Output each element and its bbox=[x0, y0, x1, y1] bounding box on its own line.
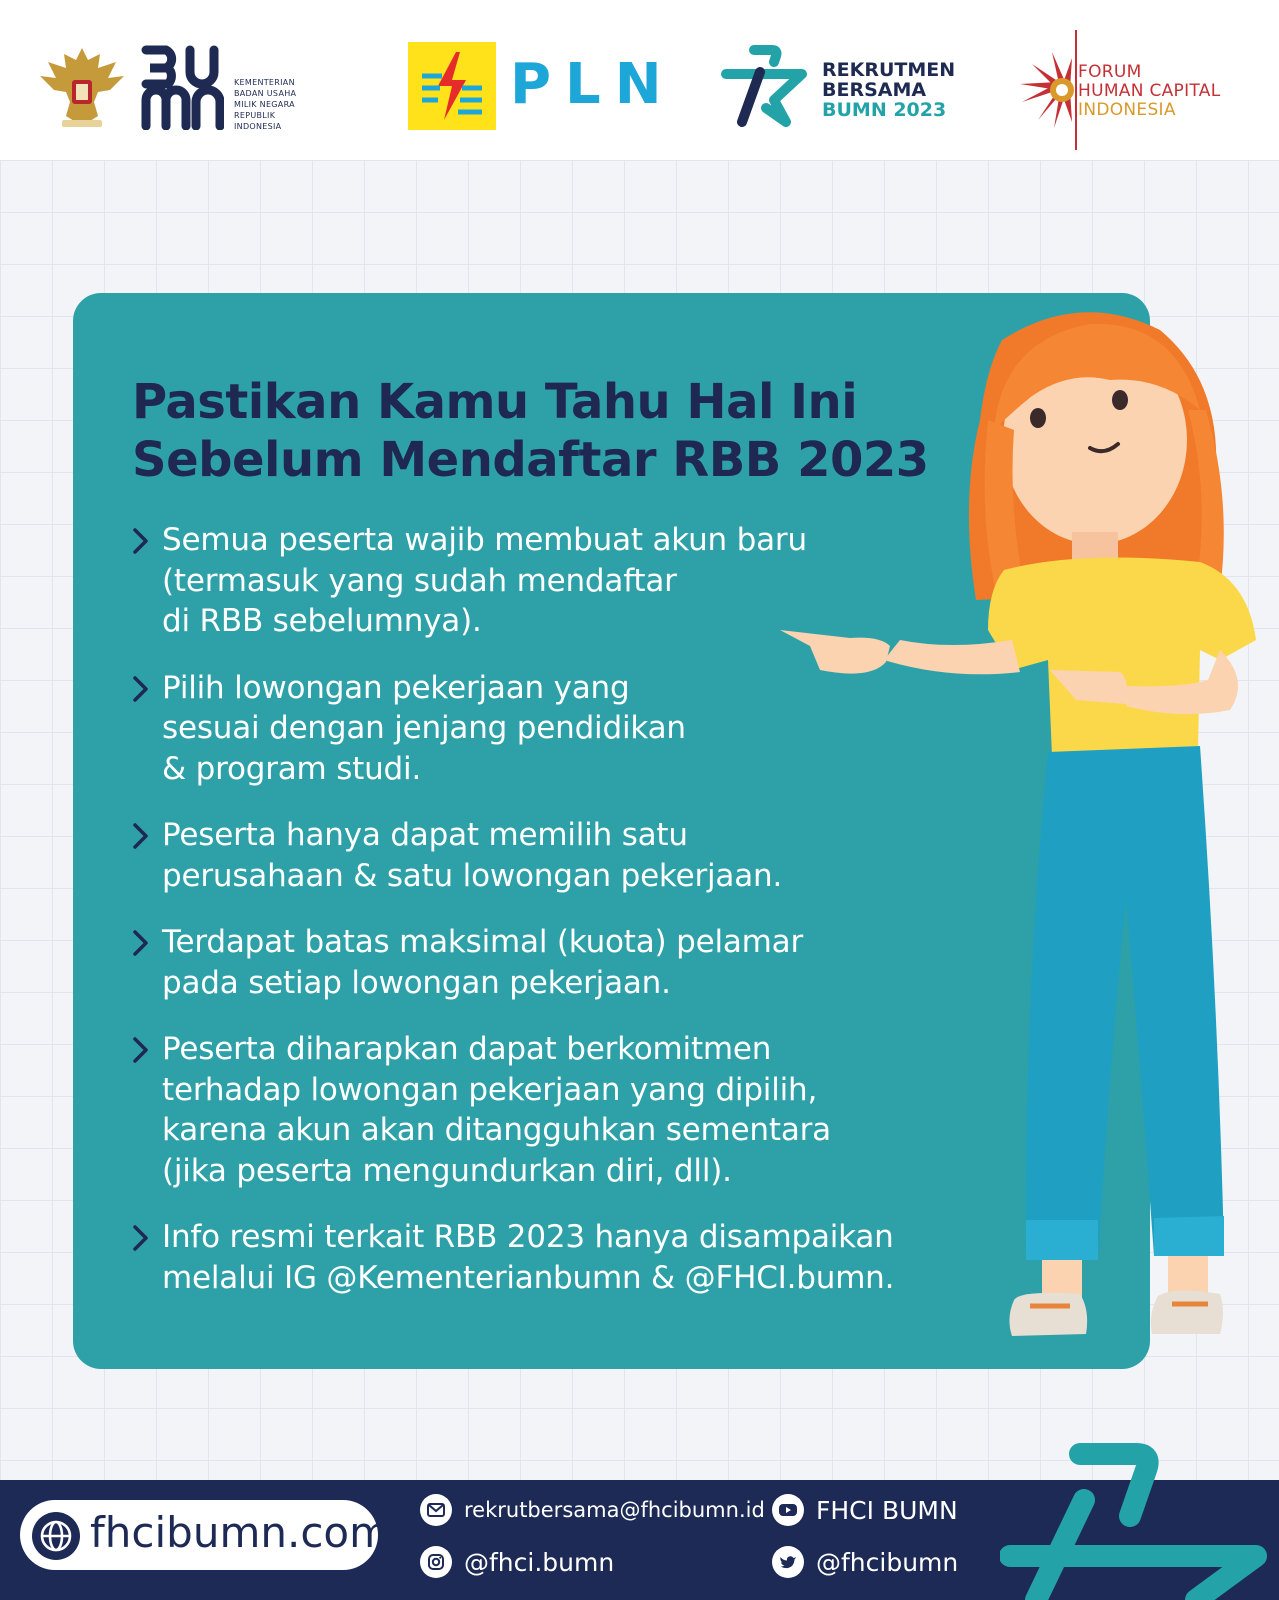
rbb-text-line: REKRUTMEN bbox=[822, 59, 956, 81]
chevron-right-icon bbox=[130, 821, 152, 851]
chevron-right-icon bbox=[130, 1035, 152, 1065]
chevron-right-icon bbox=[130, 526, 152, 556]
bullet-text: Terdapat batas maksimal (kuota) pelamar pada setiap lowongan pekerjaan. bbox=[162, 924, 804, 1001]
instagram-contact[interactable] bbox=[420, 1546, 614, 1578]
bumn-logo-icon bbox=[140, 44, 224, 130]
email-icon bbox=[420, 1494, 452, 1526]
garuda-emblem-icon bbox=[36, 40, 128, 132]
bumn-text-line: KEMENTERIAN bbox=[234, 78, 295, 87]
bumn-text-line: BADAN USAHA bbox=[234, 89, 297, 98]
youtube-icon bbox=[772, 1494, 804, 1526]
bumn-text-line: REPUBLIK bbox=[234, 111, 276, 120]
bullet-text: Peserta hanya dapat memilih satu perusahaan & satu lowongan pekerjaan. bbox=[162, 817, 783, 894]
bullet-text: Info resmi terkait RBB 2023 hanya disampaikan melalui IG @Kementerianbumn & @FHCI.bumn. bbox=[162, 1219, 895, 1296]
email-text[interactable]: rekrutbersama@fhcibumn.id bbox=[464, 1498, 765, 1522]
fhci-text-line: FORUM bbox=[1078, 62, 1142, 82]
chevron-right-icon bbox=[130, 928, 152, 958]
bumn-text-line: INDONESIA bbox=[234, 122, 282, 131]
globe-icon bbox=[32, 1512, 80, 1560]
instagram-icon bbox=[420, 1546, 452, 1578]
pointing-girl-illustration bbox=[780, 300, 1279, 1380]
fhci-text-line: INDONESIA bbox=[1078, 100, 1176, 120]
pln-wordmark: PLN bbox=[510, 52, 676, 117]
bumn-text-line: MILIK NEGARA bbox=[234, 100, 295, 109]
bullet-text: Peserta diharapkan dapat berkomitmen terhadap lowongan pekerjaan yang dipilih, karena akun akan ditangguhkan sementara (jika peserta mengundurkan diri, dll). bbox=[162, 1031, 831, 1189]
kementerian-bumn-text bbox=[234, 77, 354, 132]
fhci-text-line: HUMAN CAPITAL bbox=[1078, 81, 1221, 101]
title-line: Sebelum Mendaftar RBB 2023 bbox=[132, 432, 929, 488]
title-line: Pastikan Kamu Tahu Hal Ini bbox=[132, 374, 858, 430]
bullet-text: Pilih lowongan pekerjaan yang sesuai dengan jenjang pendidikan & program studi. bbox=[162, 669, 686, 787]
instagram-text[interactable]: @fhci.bumn bbox=[464, 1547, 615, 1577]
rbb-text-year: BUMN 2023 bbox=[822, 99, 947, 121]
rbb-star-logo-icon bbox=[720, 42, 810, 128]
bullet-text: Semua peserta wajib membuat akun baru (termasuk yang sudah mendaftar di RBB sebelumnya). bbox=[162, 522, 807, 639]
email-contact[interactable] bbox=[420, 1494, 765, 1526]
twitter-icon bbox=[772, 1546, 804, 1578]
twitter-text[interactable]: @fhcibumn bbox=[816, 1547, 959, 1577]
pln-logo-icon bbox=[408, 42, 496, 130]
rbb-star-footer-icon bbox=[1000, 1440, 1279, 1600]
youtube-contact[interactable] bbox=[772, 1494, 958, 1526]
twitter-contact[interactable] bbox=[772, 1546, 958, 1578]
chevron-right-icon bbox=[130, 674, 152, 704]
website-text[interactable]: fhcibumn.com bbox=[90, 1508, 391, 1557]
fhci-text bbox=[1078, 63, 1220, 120]
chevron-right-icon bbox=[130, 1223, 152, 1253]
youtube-text[interactable]: FHCI BUMN bbox=[816, 1495, 958, 1525]
rbb-text-line: BERSAMA bbox=[822, 79, 927, 101]
rekrutmen-bersama-text bbox=[822, 60, 955, 120]
